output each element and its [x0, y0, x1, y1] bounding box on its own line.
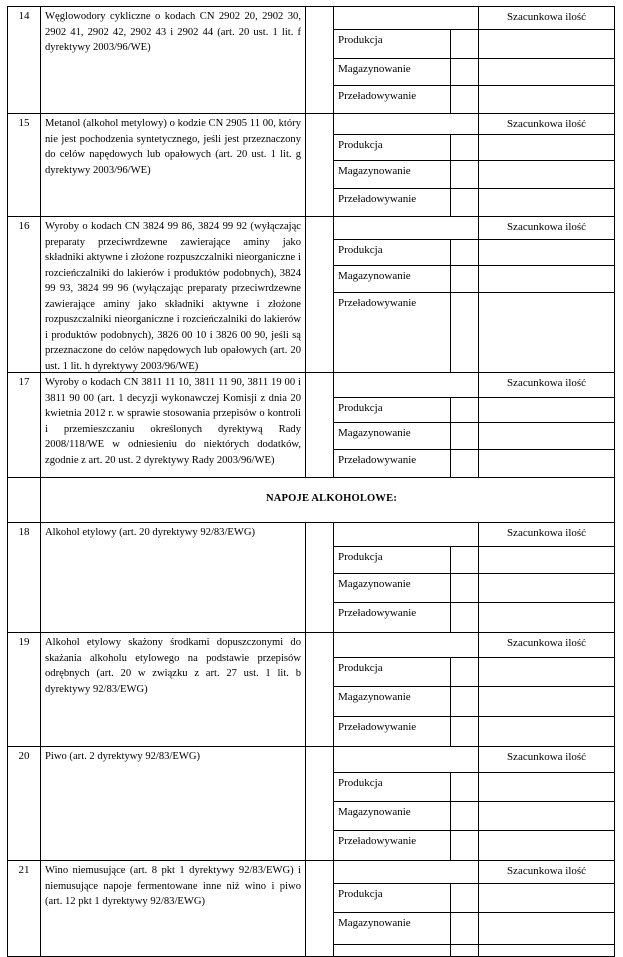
- row-16-border-number: [40, 216, 41, 372]
- row-21-border-gap: [333, 860, 334, 957]
- row-21-border-number: [40, 860, 41, 957]
- storage-label: Magazynowanie: [338, 691, 411, 703]
- row-21-border-quantity: [478, 860, 479, 957]
- production-label: Produkcja: [338, 244, 383, 256]
- row-15-border-number: [40, 113, 41, 216]
- row-17-production-line: [333, 422, 615, 423]
- row-18-border-unit: [450, 546, 451, 632]
- row-description: Metanol (alkohol metylowy) o kodzie CN 2905 11 00, który nie jest pochodzenia syntetycznego, jeśli jest przeznaczony do celów napędowych lub opałowych (art. 20 ust. 1 lit. g dyrektywy 2003/96/WE): [45, 118, 301, 176]
- row-14-border-number: [40, 6, 41, 113]
- reloading-label: Przeładowywanie: [338, 193, 417, 205]
- row-16-production-line: [333, 265, 615, 266]
- row-18-border-quantity: [478, 522, 479, 632]
- production-label: Produkcja: [338, 662, 383, 674]
- row-14-storage-line: [333, 85, 615, 86]
- row-14-production-line: [333, 58, 615, 59]
- row-15-border-quantity: [478, 113, 479, 216]
- row-18-border-right: [614, 522, 615, 632]
- row-18-top-border: [7, 522, 615, 523]
- row-15-border-left: [7, 113, 8, 216]
- reloading-label: Przeładowywanie: [338, 90, 417, 102]
- row-19-storage-line: [333, 716, 615, 717]
- section-border-left: [7, 477, 8, 522]
- row-17-border-number: [40, 372, 41, 477]
- row-20-top-border: [7, 746, 615, 747]
- row-description: Wyroby o kodach CN 3811 11 10, 3811 11 90, 3811 19 00 i 3811 90 00 (art. 1 decyzji wykonawczej Komisji z dnia 20 kwietnia 2012 r. w sprawie stosowania przepisów o kontroli i przemieszczaniu określonych dyrektywą Rady 2008/118/WE w odniesieniu do niektórych dodatków, zgodnie z art. 20 ust. 2 dyrektywy Rady 2003/96/WE): [45, 377, 301, 466]
- row-21-top-border: [7, 860, 615, 861]
- row-16-border-description: [305, 216, 306, 372]
- row-18-header-line: [333, 546, 615, 547]
- row-14-border-right: [614, 6, 615, 113]
- row-15-border-description: [305, 113, 306, 216]
- row-17-border-description: [305, 372, 306, 477]
- production-label: Produkcja: [338, 402, 383, 414]
- estimated-quantity-header: Szacunkowa ilość: [506, 377, 587, 389]
- section-title: NAPOJE ALKOHOLOWE:: [265, 493, 398, 504]
- row-number: 17: [18, 376, 30, 388]
- row-number: 21: [18, 864, 30, 876]
- row-15-border-right: [614, 113, 615, 216]
- row-number: 15: [18, 117, 30, 129]
- row-21-border-right: [614, 860, 615, 957]
- row-17-storage-line: [333, 449, 615, 450]
- row-20-border-number: [40, 746, 41, 860]
- row-14-border-unit: [450, 29, 451, 113]
- storage-label: Magazynowanie: [338, 63, 411, 75]
- storage-label: Magazynowanie: [338, 578, 411, 590]
- production-label: Produkcja: [338, 888, 383, 900]
- row-21-production-line: [333, 912, 615, 913]
- estimated-quantity-header: Szacunkowa ilość: [506, 865, 587, 877]
- row-20-border-quantity: [478, 746, 479, 860]
- row-19-border-gap: [333, 632, 334, 746]
- reloading-label: Przeładowywanie: [338, 835, 417, 847]
- row-19-border-quantity: [478, 632, 479, 746]
- row-17-border-right: [614, 372, 615, 477]
- estimated-quantity-header: Szacunkowa ilość: [506, 11, 587, 23]
- row-16-header-line: [333, 239, 615, 240]
- row-17-top-border: [7, 372, 615, 373]
- row-19-header-line: [333, 657, 615, 658]
- reloading-label: Przeładowywanie: [338, 607, 417, 619]
- row-number: 19: [18, 636, 30, 648]
- row-20-production-line: [333, 801, 615, 802]
- row-description: Wyroby o kodach CN 3824 99 86, 3824 99 92 (wyłączając preparaty przeciwrdzewne zawierające aminy jako składniki aktywne i złożone rozpuszczalniki nieorganiczne i rozcieńczalniki do lakierów i produktów podobnych), 3824 99 93, 3824 99 96 (wyłączając preparaty przeciwrdzewne zawierające aminy jako składniki aktywne i złożone rozpuszczalniki nieorganiczne i rozcieńczalniki do lakierów i produktów podobnych), 3826 00 10 i 3826 00 90, jeśli są przeznaczone do celów napędowych lub opałowych (art. 20 ust. 1 lit. h dyrektywy 2003/96/WE): [45, 221, 301, 372]
- production-label: Produkcja: [338, 777, 383, 789]
- row-18-production-line: [333, 573, 615, 574]
- row-17-border-unit: [450, 397, 451, 477]
- row-15-header-line: [333, 134, 615, 135]
- row-17-border-left: [7, 372, 8, 477]
- row-19-border-number: [40, 632, 41, 746]
- row-18-border-gap: [333, 522, 334, 632]
- production-label: Produkcja: [338, 551, 383, 563]
- row-21-border-description: [305, 860, 306, 957]
- reloading-label: Przeładowywanie: [338, 721, 417, 733]
- row-14-top-border: [7, 6, 615, 7]
- storage-label: Magazynowanie: [338, 165, 411, 177]
- row-18-border-description: [305, 522, 306, 632]
- row-21-border-left: [7, 860, 8, 957]
- row-number: 16: [18, 220, 30, 232]
- row-18-border-number: [40, 522, 41, 632]
- row-19-border-right: [614, 632, 615, 746]
- row-20-border-left: [7, 746, 8, 860]
- production-label: Produkcja: [338, 139, 383, 151]
- row-description: Piwo (art. 2 dyrektywy 92/83/EWG): [45, 751, 201, 762]
- storage-label: Magazynowanie: [338, 427, 411, 439]
- row-16-top-border: [7, 216, 615, 217]
- row-14-border-gap: [333, 6, 334, 113]
- section-border-divider: [40, 477, 41, 522]
- row-16-storage-line: [333, 292, 615, 293]
- estimated-quantity-header: Szacunkowa ilość: [506, 637, 587, 649]
- row-15-top-border: [7, 113, 615, 114]
- row-17-border-quantity: [478, 372, 479, 477]
- production-label: Produkcja: [338, 34, 383, 46]
- row-description: Alkohol etylowy (art. 20 dyrektywy 92/83/EWG): [45, 527, 256, 538]
- row-14-border-quantity: [478, 6, 479, 113]
- storage-label: Magazynowanie: [338, 917, 411, 929]
- row-15-border-gap: [333, 113, 334, 216]
- row-18-border-left: [7, 522, 8, 632]
- row-19-border-left: [7, 632, 8, 746]
- estimated-quantity-header: Szacunkowa ilość: [506, 751, 587, 763]
- row-18-storage-line: [333, 602, 615, 603]
- row-17-header-line: [333, 397, 615, 398]
- row-number: 14: [18, 10, 30, 22]
- row-15-production-line: [333, 160, 615, 161]
- row-17-border-gap: [333, 372, 334, 477]
- row-20-border-gap: [333, 746, 334, 860]
- row-16-border-unit: [450, 239, 451, 372]
- row-20-border-unit: [450, 772, 451, 860]
- row-20-header-line: [333, 772, 615, 773]
- storage-label: Magazynowanie: [338, 806, 411, 818]
- row-description: Wino niemusujące (art. 8 pkt 1 dyrektywy 92/83/EWG) i niemusujące napoje fermentowane inne niż wino i piwo (art. 12 pkt 1 dyrektywy 92/83/EWG): [45, 865, 301, 907]
- storage-label: Magazynowanie: [338, 270, 411, 282]
- reloading-label: Przeładowywanie: [338, 297, 417, 309]
- row-21-storage-line: [333, 944, 615, 945]
- row-20-storage-line: [333, 830, 615, 831]
- row-14-border-description: [305, 6, 306, 113]
- row-15-border-unit: [450, 134, 451, 216]
- row-17-bottom-border: [7, 477, 615, 478]
- row-19-production-line: [333, 686, 615, 687]
- section-border-right: [614, 477, 615, 522]
- estimated-quantity-header: Szacunkowa ilość: [506, 221, 587, 233]
- estimated-quantity-header: Szacunkowa ilość: [506, 527, 587, 539]
- row-19-top-border: [7, 632, 615, 633]
- estimated-quantity-header: Szacunkowa ilość: [506, 118, 587, 130]
- reloading-label: Przeładowywanie: [338, 454, 417, 466]
- row-14-header-line: [333, 29, 615, 30]
- row-number: 18: [18, 526, 30, 538]
- row-19-border-unit: [450, 657, 451, 746]
- row-number: 20: [18, 750, 30, 762]
- row-20-border-description: [305, 746, 306, 860]
- row-16-border-left: [7, 216, 8, 372]
- row-description: Węglowodory cykliczne o kodach CN 2902 20, 2902 30, 2902 41, 2902 42, 2902 43 i 2902 44 (art. 20 ust. 1 lit. f dyrektywy 2003/96/WE): [45, 11, 301, 53]
- row-21-header-line: [333, 883, 615, 884]
- row-14-border-left: [7, 6, 8, 113]
- row-description: Alkohol etylowy skażony środkami dopuszczonymi do skażania alkoholu etylowego na podstawie przepisów odrębnych (art. 20 w związku z art. 27 ust. 1 lit. b dyrektywy 92/83/EWG): [45, 637, 301, 695]
- row-21-border-unit: [450, 883, 451, 957]
- row-15-storage-line: [333, 188, 615, 189]
- row-19-border-description: [305, 632, 306, 746]
- row-20-border-right: [614, 746, 615, 860]
